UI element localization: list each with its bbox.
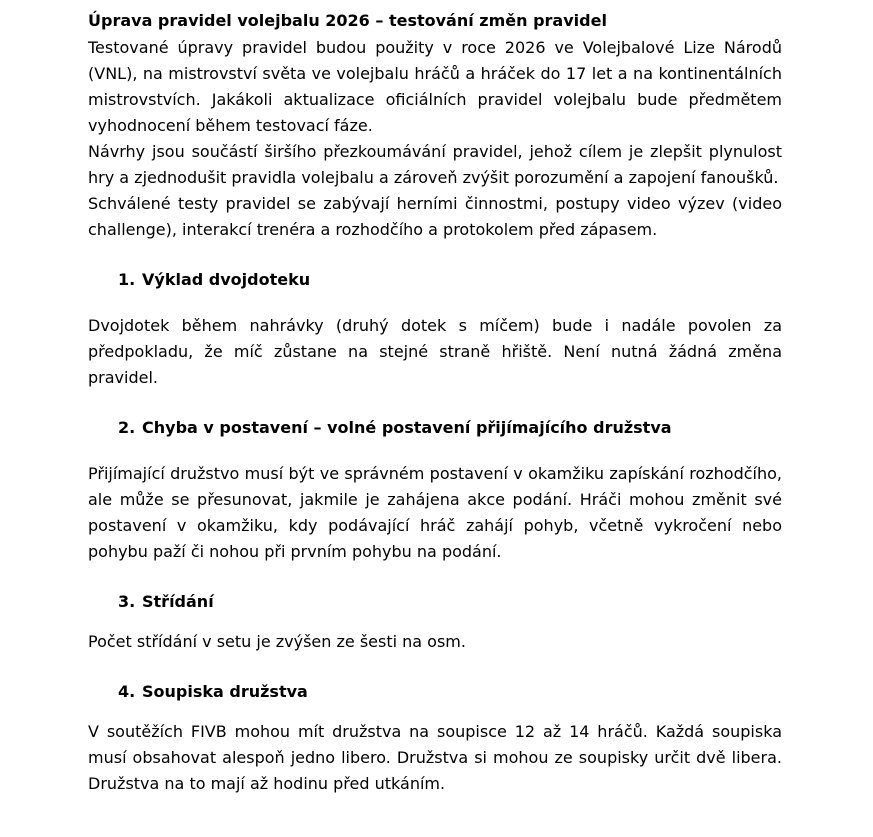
section-number: 1.: [118, 270, 136, 289]
intro-paragraph-2: Návrhy jsou součástí širšího přezkoumávání pravidel, jehož cílem je zlepšit plynulost hry a zjednodušit pravidla volejbalu a zároveň zvýšit porozumění a zapojení fanoušků.: [88, 142, 782, 187]
section-heading-text: Střídání: [142, 592, 214, 611]
section-heading: [88, 589, 782, 615]
section-3: [88, 589, 782, 655]
section-number: 3.: [118, 592, 136, 611]
section-heading-text: Soupiska družstva: [142, 682, 308, 701]
intro-paragraph-1: Testované úpravy pravidel budou použity v roce 2026 ve Volejbalové Lize Národů (VNL), na mistrovství světa ve volejbalu hráčů a hráček do 17 let a na kontinentálních mistrovstvích. Jakákoli aktualizace oficiálních pravidel volejbalu bude předmětem vyhodnocení během testovací fáze.: [88, 38, 782, 135]
section-heading-text: Výklad dvojdoteku: [142, 270, 311, 289]
section-heading-text: Chyba v postavení – volné postavení přijímajícího družstva: [142, 418, 672, 437]
section-number: 4.: [118, 682, 136, 701]
section-4: [88, 679, 782, 797]
section-number: 2.: [118, 418, 136, 437]
section-heading: [88, 267, 782, 293]
document-page: [88, 8, 782, 797]
section-text: V soutěžích FIVB mohou mít družstva na soupisce 12 až 14 hráčů. Každá soupiska musí obsahovat alespoň jedno libero. Družstva si mohou ze soupisky určit dvě libera. Družstva na to mají až hodinu před utkáním.: [88, 722, 782, 793]
intro-paragraph-3: Schválené testy pravidel se zabývají herními činnostmi, postupy video výzev (video challenge), interakcí trenéra a rozhodčího a protokolem před zápasem.: [88, 194, 782, 239]
section-1: [88, 267, 782, 391]
document-title: Úprava pravidel volejbalu 2026 – testování změn pravidel: [88, 11, 607, 30]
section-heading: [88, 679, 782, 705]
section-heading: [88, 415, 782, 441]
section-text: Dvojdotek během nahrávky (druhý dotek s míčem) bude i nadále povolen za předpokladu, že míč zůstane na stejné straně hřiště. Není nutná žádná změna pravidel.: [88, 316, 782, 387]
section-text: Přijímající družstvo musí být ve správném postavení v okamžiku zapískání rozhodčího, ale může se přesunovat, jakmile je zahájena akce podání. Hráči mohou změnit své postavení v okamžiku, kdy podávající hráč zahájí pohyb, včetně vykročení nebo pohybu paží či nohou při prvním pohybu na podání.: [88, 464, 782, 561]
section-text: Počet střídání v setu je zvýšen ze šesti na osm.: [88, 632, 466, 651]
section-2: [88, 415, 782, 565]
